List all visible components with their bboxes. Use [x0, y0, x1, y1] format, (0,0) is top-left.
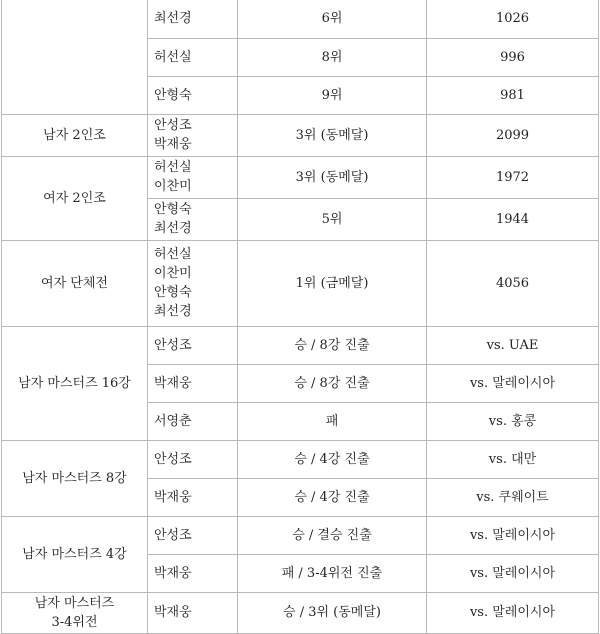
result-cell: 6위 [238, 0, 427, 38]
table-row [2, 516, 599, 554]
event-cell: 남자 마스터즈 8강 [2, 440, 148, 516]
result-cell: 9위 [238, 76, 427, 114]
result-cell: 승 / 8강 진출 [238, 364, 427, 402]
score-cell: 2099 [427, 114, 599, 156]
table-row [2, 240, 599, 326]
athlete-cell: 안성조 박재웅 [148, 114, 238, 156]
athlete-cell: 허선실 이찬미 안형숙 최선경 [148, 240, 238, 326]
athlete-cell: 박재웅 [148, 364, 238, 402]
score-cell: 996 [427, 38, 599, 76]
score-cell: 1944 [427, 198, 599, 240]
athlete-cell: 박재웅 [148, 478, 238, 516]
event-cell-blank [2, 0, 148, 114]
athlete-cell: 박재웅 [148, 592, 238, 633]
score-cell: vs. 말레이시아 [427, 516, 599, 554]
result-cell: 승 / 3위 (동메달) [238, 592, 427, 633]
score-cell: 1972 [427, 156, 599, 198]
athlete-cell: 박재웅 [148, 554, 238, 592]
event-cell: 여자 2인조 [2, 156, 148, 240]
athlete-cell: 안성조 [148, 440, 238, 478]
athlete-cell: 허선실 이찬미 [148, 156, 238, 198]
result-cell: 패 [238, 402, 427, 440]
event-cell: 남자 마스터즈 4강 [2, 516, 148, 592]
table-row [2, 592, 599, 633]
athlete-cell: 안형숙 최선경 [148, 198, 238, 240]
table-row [2, 156, 599, 198]
athlete-cell: 서영춘 [148, 402, 238, 440]
score-cell: vs. 쿠웨이트 [427, 478, 599, 516]
result-cell: 승 / 결승 진출 [238, 516, 427, 554]
score-cell: 4056 [427, 240, 599, 326]
event-cell: 남자 마스터즈 16강 [2, 326, 148, 440]
result-cell: 8위 [238, 38, 427, 76]
athlete-cell: 안성조 [148, 326, 238, 364]
score-cell: vs. 말레이시아 [427, 554, 599, 592]
event-cell: 남자 2인조 [2, 114, 148, 156]
score-cell: vs. UAE [427, 326, 599, 364]
result-cell: 승 / 4강 진출 [238, 478, 427, 516]
event-cell: 남자 마스터즈 3-4위전 [2, 592, 148, 633]
table-row [2, 114, 599, 156]
table-row [2, 440, 599, 478]
athlete-cell: 안형숙 [148, 76, 238, 114]
result-cell: 1위 (금메달) [238, 240, 427, 326]
table-row [2, 326, 599, 364]
table-row [2, 0, 599, 38]
results-table [1, 0, 599, 634]
score-cell: vs. 말레이시아 [427, 592, 599, 633]
athlete-cell: 허선실 [148, 38, 238, 76]
athlete-cell: 최선경 [148, 0, 238, 38]
result-cell: 승 / 8강 진출 [238, 326, 427, 364]
event-cell: 여자 단체전 [2, 240, 148, 326]
athlete-cell: 안성조 [148, 516, 238, 554]
result-cell: 3위 (동메달) [238, 114, 427, 156]
score-cell: 981 [427, 76, 599, 114]
result-cell: 패 / 3-4위전 진출 [238, 554, 427, 592]
score-cell: 1026 [427, 0, 599, 38]
score-cell: vs. 홍콩 [427, 402, 599, 440]
result-cell: 3위 (동메달) [238, 156, 427, 198]
score-cell: vs. 말레이시아 [427, 364, 599, 402]
score-cell: vs. 대만 [427, 440, 599, 478]
result-cell: 승 / 4강 진출 [238, 440, 427, 478]
result-cell: 5위 [238, 198, 427, 240]
